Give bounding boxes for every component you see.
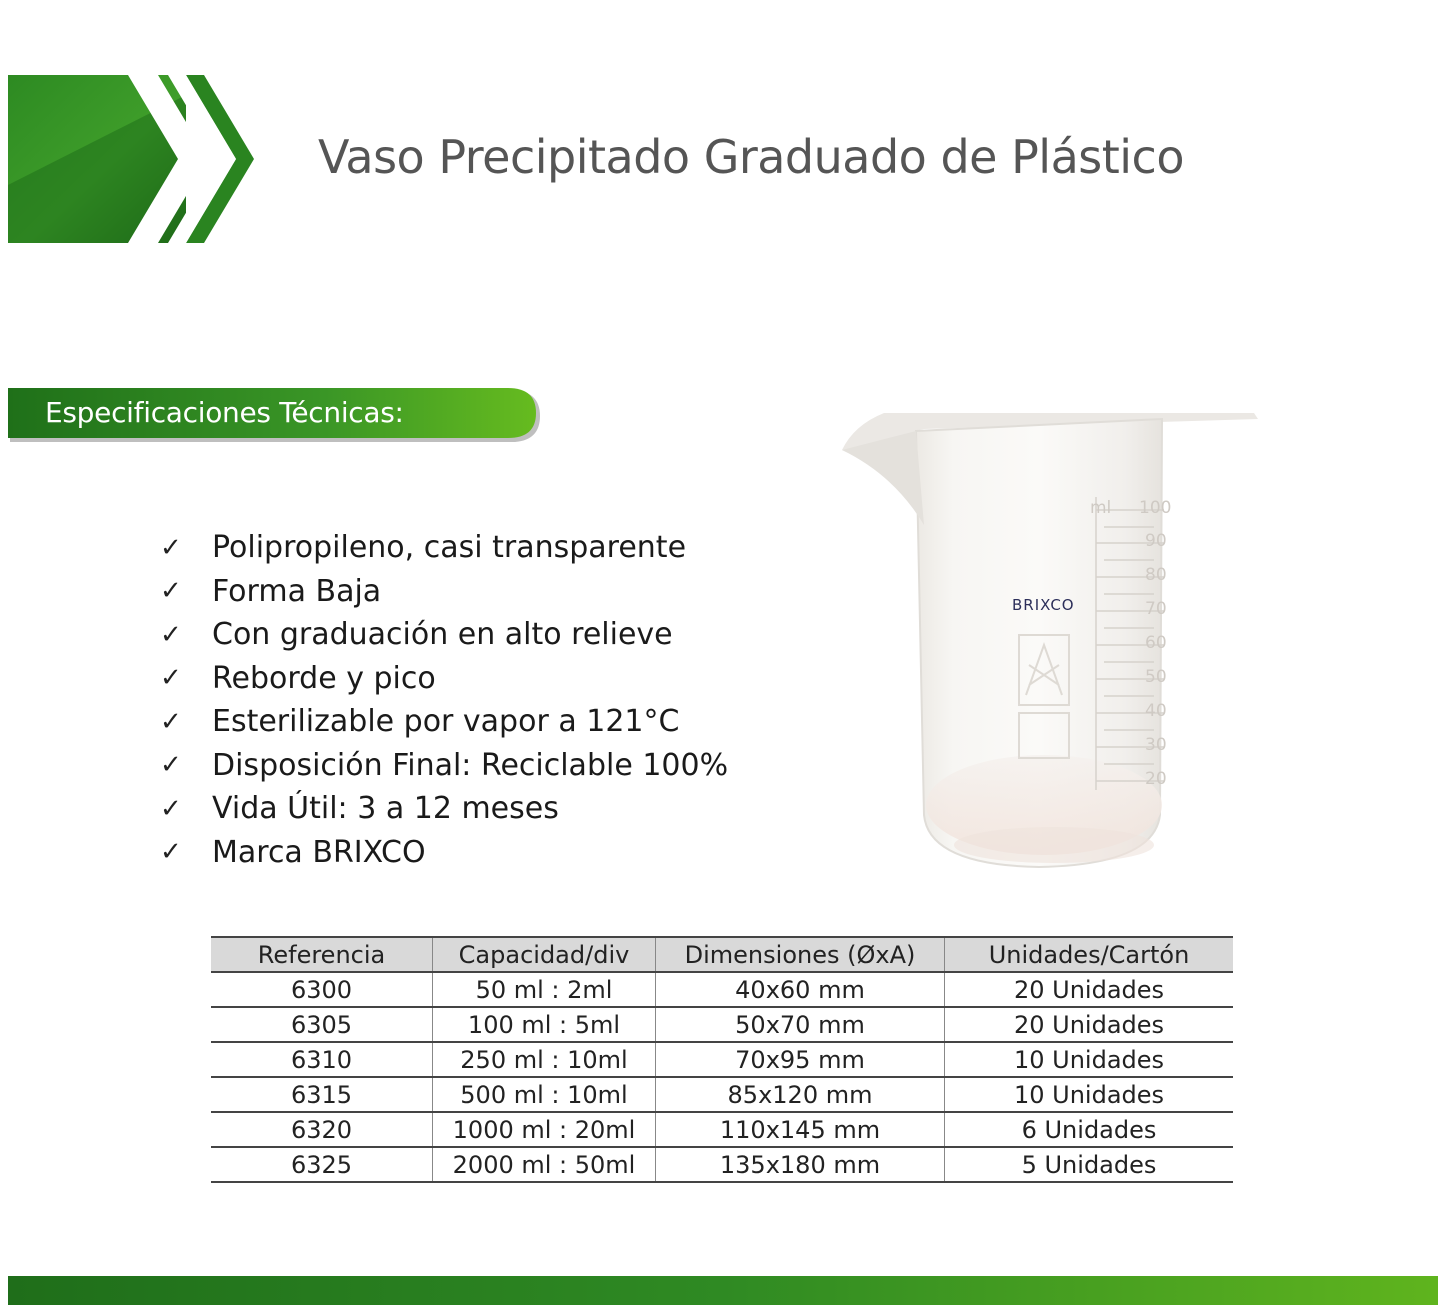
table-row — [211, 972, 1233, 1007]
table-row — [211, 1042, 1233, 1077]
list-item — [160, 657, 728, 701]
table-cell: 250 ml : 10ml — [433, 1042, 656, 1077]
spec-table — [211, 936, 1233, 1183]
graduation-label: 20 — [1145, 769, 1167, 789]
list-item — [160, 570, 728, 614]
unit-label: ml — [1090, 498, 1112, 518]
check-icon: ✓ — [160, 750, 182, 781]
check-icon: ✓ — [160, 576, 182, 607]
list-item — [160, 831, 728, 875]
graduation-label: 30 — [1145, 735, 1167, 755]
graduation-label: 80 — [1145, 565, 1167, 585]
table-cell: 20 Unidades — [945, 1007, 1234, 1042]
feature-text: Esterilizable por vapor a 121°C — [212, 704, 680, 740]
table-cell: 50x70 mm — [656, 1007, 945, 1042]
list-item — [160, 526, 728, 570]
column-header: Dimensiones (ØxA) — [656, 937, 945, 972]
check-icon: ✓ — [160, 837, 182, 868]
table-cell: 6320 — [211, 1112, 433, 1147]
table-cell: 1000 ml : 20ml — [433, 1112, 656, 1147]
footer-bar — [8, 1276, 1438, 1305]
table-cell: 100 ml : 5ml — [433, 1007, 656, 1042]
page-title: Vaso Precipitado Graduado de Plástico — [318, 130, 1184, 184]
graduation-label: 70 — [1145, 599, 1167, 619]
graduation-label: 40 — [1145, 701, 1167, 721]
check-icon: ✓ — [160, 706, 182, 737]
table-cell: 500 ml : 10ml — [433, 1077, 656, 1112]
feature-text: Con graduación en alto relieve — [212, 617, 673, 653]
table-cell: 6305 — [211, 1007, 433, 1042]
table-cell: 50 ml : 2ml — [433, 972, 656, 1007]
feature-text: Disposición Final: Reciclable 100% — [212, 747, 729, 783]
feature-text: Forma Baja — [212, 573, 382, 609]
check-icon: ✓ — [160, 663, 182, 694]
feature-text: Marca BRIXCO — [212, 834, 426, 870]
graduation-label: 50 — [1145, 667, 1167, 687]
list-item — [160, 787, 728, 831]
table-cell: 135x180 mm — [656, 1147, 945, 1182]
feature-text: Reborde y pico — [212, 660, 436, 696]
table-cell: 10 Unidades — [945, 1077, 1234, 1112]
table-cell: 6315 — [211, 1077, 433, 1112]
table-cell: 6310 — [211, 1042, 433, 1077]
table-row — [211, 1112, 1233, 1147]
table-cell: 6300 — [211, 972, 433, 1007]
table-cell: 20 Unidades — [945, 972, 1234, 1007]
check-icon: ✓ — [160, 619, 182, 650]
column-header: Referencia — [211, 937, 433, 972]
table-cell: 2000 ml : 50ml — [433, 1147, 656, 1182]
feature-text: Vida Útil: 3 a 12 meses — [212, 791, 559, 827]
list-item — [160, 613, 728, 657]
column-header: Capacidad/div — [433, 937, 656, 972]
table-cell: 70x95 mm — [656, 1042, 945, 1077]
brand-label: BRIXCO — [1012, 596, 1075, 614]
table-cell: 10 Unidades — [945, 1042, 1234, 1077]
table-row — [211, 1077, 1233, 1112]
table-row — [211, 1147, 1233, 1182]
table-cell: 6325 — [211, 1147, 433, 1182]
check-icon: ✓ — [160, 793, 182, 824]
check-icon: ✓ — [160, 532, 182, 563]
table-cell: 85x120 mm — [656, 1077, 945, 1112]
graduation-label: 60 — [1145, 633, 1167, 653]
table-row — [211, 1007, 1233, 1042]
table-cell: 110x145 mm — [656, 1112, 945, 1147]
column-header: Unidades/Cartón — [945, 937, 1234, 972]
section-label: Especificaciones Técnicas: — [45, 396, 404, 429]
table-cell: 40x60 mm — [656, 972, 945, 1007]
table-header-row — [211, 937, 1233, 972]
brand-chevron-logo — [8, 75, 258, 243]
list-item — [160, 700, 728, 744]
graduation-label: 90 — [1145, 531, 1167, 551]
list-item — [160, 744, 728, 788]
feature-list — [160, 526, 728, 874]
table-cell: 6 Unidades — [945, 1112, 1234, 1147]
table-cell: 5 Unidades — [945, 1147, 1234, 1182]
feature-text: Polipropileno, casi transparente — [212, 530, 687, 566]
beaker-image — [834, 405, 1264, 875]
graduation-label: 100 — [1139, 498, 1172, 518]
